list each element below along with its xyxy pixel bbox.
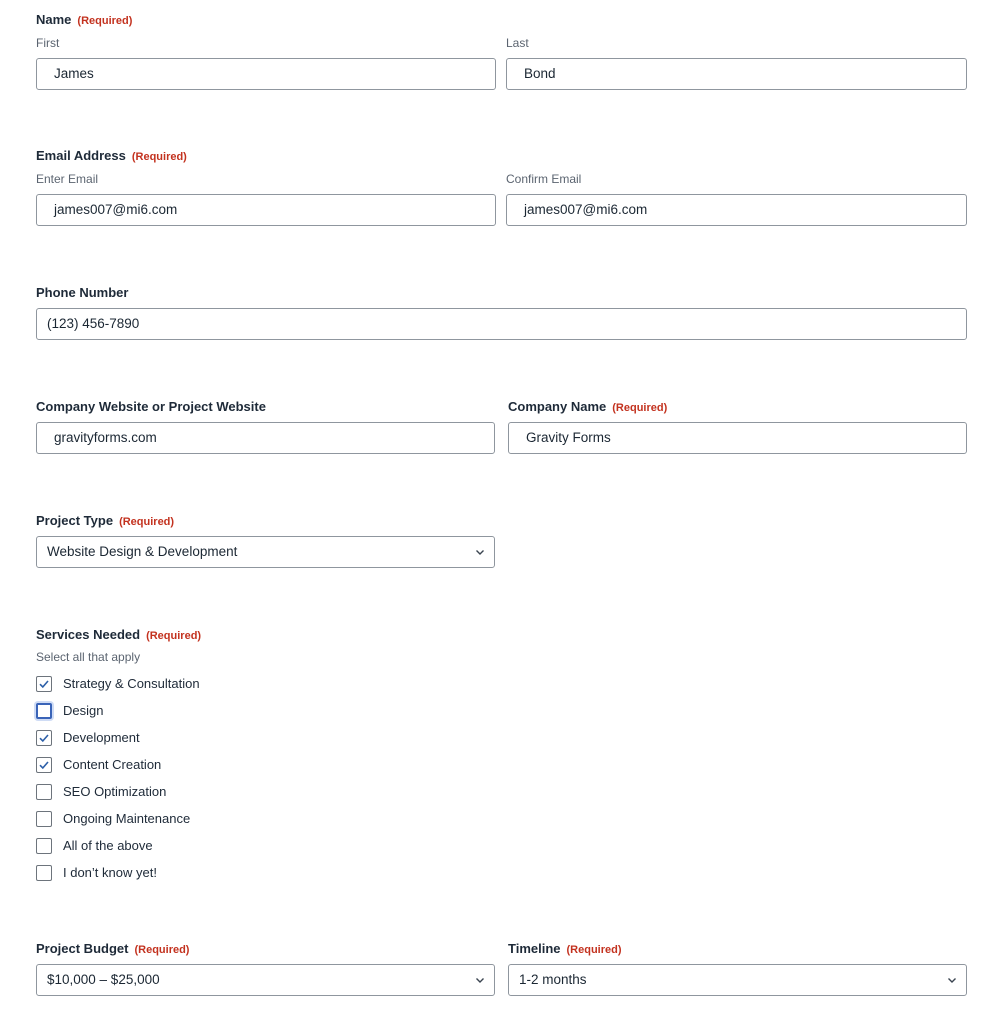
service-option-label: I don’t know yet! [63,865,157,880]
services-description: Select all that apply [36,650,141,664]
email-field-label [36,148,187,163]
confirm-email-input[interactable]: james007@mi6.com [506,194,967,226]
checkmark-icon [38,732,50,744]
timeline-label-text: Timeline [508,941,561,956]
budget-field-label [36,941,189,956]
service-option-label: Strategy & Consultation [63,676,200,691]
project-type-selected: Website Design & Development [47,544,238,559]
project-type-label-text: Project Type [36,513,114,528]
service-option-label: SEO Optimization [63,784,167,799]
required-indicator: (Required) [134,944,190,956]
service-option-label: Ongoing Maintenance [63,811,191,826]
enter-email-sublabel: Enter Email [36,172,99,186]
required-indicator: (Required) [119,516,175,528]
last-name-sublabel: Last [506,36,529,50]
timeline-field-label [508,941,622,956]
checkmark-icon [38,678,50,690]
required-indicator: (Required) [146,630,202,642]
project-type-field-label [36,513,174,528]
required-indicator: (Required) [612,402,668,414]
checkbox[interactable] [36,865,52,881]
checkbox[interactable] [36,811,52,827]
chevron-down-icon [947,975,957,985]
budget-label-text: Project Budget [36,941,129,956]
service-option-label: Design [63,703,104,718]
checkbox[interactable] [36,784,52,800]
required-indicator: (Required) [131,151,187,163]
timeline-selected: 1-2 months [519,972,587,987]
website-field-label: Company Website or Project Website [36,399,266,414]
email-label-text: Email Address [36,148,126,163]
services-label-text: Services Needed [36,627,141,642]
phone-input[interactable]: (123) 456-7890 [36,308,967,340]
services-field-label [36,627,201,642]
company-name-input[interactable]: Gravity Forms [508,422,967,454]
checkbox[interactable] [36,838,52,854]
chevron-down-icon [475,975,485,985]
phone-field-label: Phone Number [36,285,129,300]
first-name-sublabel: First [36,36,60,50]
email-input[interactable]: james007@mi6.com [36,194,496,226]
timeline-select[interactable] [508,964,967,996]
confirm-email-sublabel: Confirm Email [506,172,582,186]
chevron-down-icon [475,547,485,557]
required-indicator: (Required) [77,15,133,27]
service-option-label: Development [63,730,140,745]
budget-selected: $10,000 – $25,000 [47,972,160,987]
checkbox[interactable] [36,730,52,746]
required-indicator: (Required) [566,944,622,956]
name-label-text: Name [36,12,72,27]
last-name-input[interactable]: Bond [506,58,967,90]
name-field-label [36,12,132,27]
budget-select[interactable] [36,964,495,996]
website-input[interactable]: gravityforms.com [36,422,495,454]
project-type-select[interactable] [36,536,495,568]
checkbox[interactable] [36,676,52,692]
checkmark-icon [38,759,50,771]
company-field-label [508,399,667,414]
first-name-input[interactable]: James [36,58,496,90]
checkbox[interactable] [36,757,52,773]
company-label-text: Company Name [508,399,607,414]
service-option-label: Content Creation [63,757,162,772]
service-option-label: All of the above [63,838,153,853]
checkbox[interactable] [36,703,52,719]
